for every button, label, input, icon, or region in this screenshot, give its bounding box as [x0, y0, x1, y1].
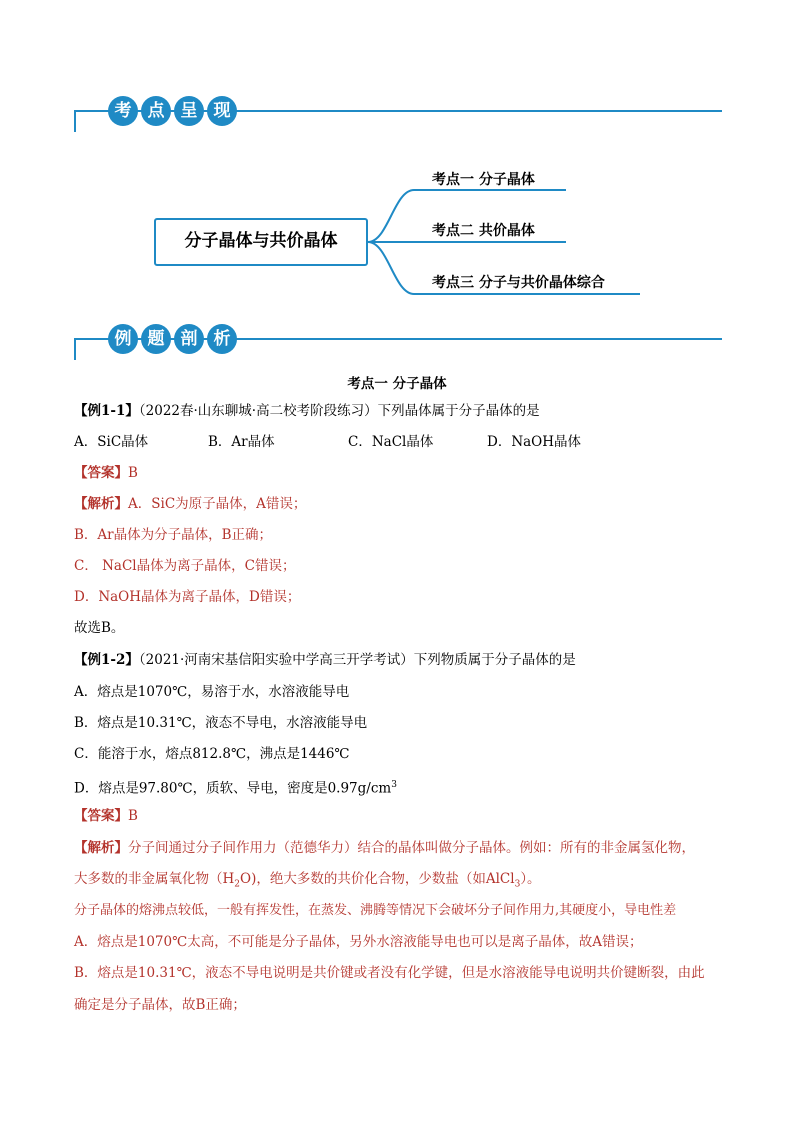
option-b: B．Ar晶体 [208, 434, 275, 450]
mindmap-item-3: 考点三 分子与共价晶体综合 [432, 275, 605, 291]
header-char: 剖 [174, 324, 204, 354]
header-char: 析 [207, 324, 237, 354]
header-tick [74, 112, 76, 132]
analysis-line: A．熔点是1070℃太高，不可能是分子晶体，另外水溶液能导电也可以是离子晶体，故A错误； [74, 934, 643, 950]
mindmap-item-1: 考点一 分子晶体 [432, 172, 535, 188]
example-label: 【例1-1】 [74, 403, 139, 419]
header-char: 现 [207, 96, 237, 126]
option-b: B．熔点是10.31℃，液态不导电，水溶液能导电 [74, 715, 368, 731]
answer-value: B [128, 465, 138, 481]
conclusion: 故选B。 [74, 620, 125, 636]
analysis-label: 【解析】 [74, 496, 128, 512]
analysis-line: 分子间通过分子间作用力（范德华力）结合的晶体叫做分子晶体。例如：所有的非金属氢化物， [128, 840, 695, 856]
analysis-line: 确定是分子晶体，故B正确； [74, 997, 246, 1013]
analysis-line: B．Ar晶体为分子晶体，B正确； [74, 527, 273, 543]
analysis-line: A．SiC为原子晶体，A错误； [128, 496, 307, 512]
mindmap-center: 分子晶体与共价晶体 [154, 218, 368, 266]
header-char: 考 [108, 96, 138, 126]
example-label: 【例1-2】 [74, 652, 139, 668]
topic-title: 考点一 分子晶体 [347, 376, 447, 392]
header-char: 题 [141, 324, 171, 354]
question-text: （2021·河南宋基信阳实验中学高三开学考试）下列物质属于分子晶体的是 [138, 652, 576, 668]
header-rule [74, 110, 722, 112]
analysis-label: 【解析】 [74, 840, 128, 856]
option-a: A．SiC晶体 [74, 434, 149, 450]
answer-value: B [128, 808, 138, 824]
header-rule [74, 338, 722, 340]
analysis-line: B．熔点是10.31℃，液态不导电说明是共价键或者没有化学键，但是水溶液能导电说明共价键断裂，由此 [74, 965, 705, 981]
option-d: D．熔点是97.80℃，质软、导电，密度是$0.97g/cm^3$ [74, 780, 397, 797]
option-c: C．NaCl晶体 [348, 434, 434, 450]
header-char: 例 [108, 324, 138, 354]
answer [74, 463, 138, 483]
analysis-line: D．NaOH晶体为离子晶体，D错误； [74, 589, 301, 605]
answer [74, 806, 138, 826]
analysis-line: 大多数的非金属氧化物$(H_2O)$，绝大多数的共价化合物，少数盐（如AlCl$_3$）。 [74, 871, 541, 890]
example-1-question [74, 401, 540, 421]
question-text: （2022春·山东聊城·高二校考阶段练习）下列晶体属于分子晶体的是 [138, 403, 540, 419]
analysis [74, 494, 306, 514]
option-d: D．NaOH晶体 [487, 434, 582, 450]
mindmap-item-2: 考点二 共价晶体 [432, 223, 535, 239]
header-tick [74, 340, 76, 360]
option-c: C．能溶于水，熔点812.8℃，沸点是1446℃ [74, 746, 350, 762]
answer-label: 【答案】 [74, 808, 128, 824]
analysis [74, 838, 695, 858]
analysis-line: C． NaCl晶体为离子晶体，C错误； [74, 558, 296, 574]
header-char: 呈 [174, 96, 204, 126]
header-char: 点 [141, 96, 171, 126]
example-2-question [74, 650, 576, 670]
answer-label: 【答案】 [74, 465, 128, 481]
analysis-line: 分子晶体的熔沸点较低，一般有挥发性，在蒸发、沸腾等情况下会破坏分子间作用力,其硬度小，导电性差 [74, 903, 677, 918]
option-a: A．熔点是1070℃，易溶于水，水溶液能导电 [74, 684, 350, 700]
